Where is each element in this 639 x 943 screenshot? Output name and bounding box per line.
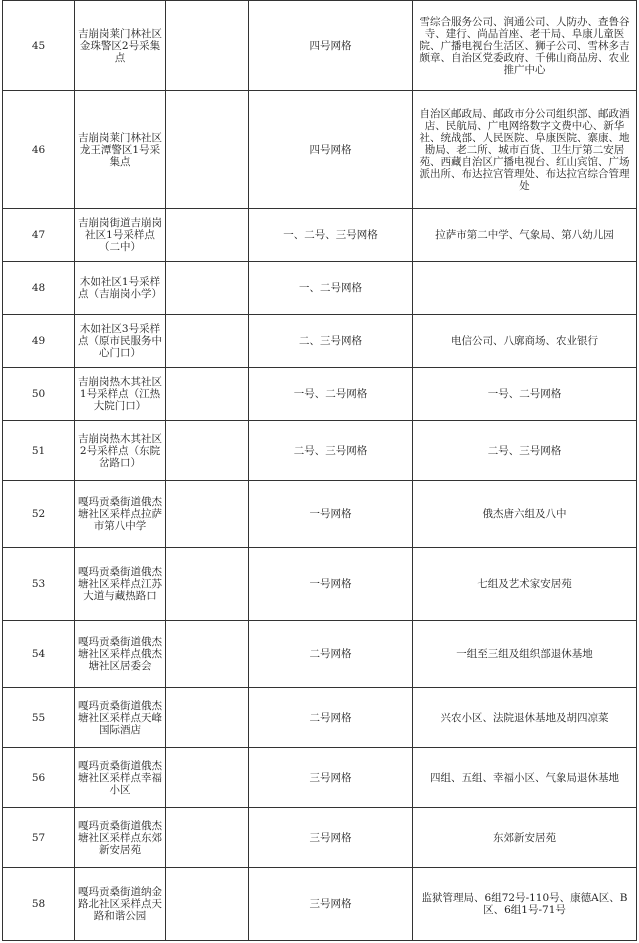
row-number: 54 bbox=[3, 621, 75, 688]
table-row bbox=[3, 548, 637, 621]
blank-cell bbox=[166, 1, 249, 91]
row-number: 50 bbox=[3, 368, 75, 421]
row-number: 52 bbox=[3, 481, 75, 548]
coverage-area: 一号、二号网格 bbox=[413, 368, 637, 421]
grid-name: 二号网格 bbox=[249, 621, 413, 688]
row-number: 49 bbox=[3, 315, 75, 368]
row-number: 56 bbox=[3, 748, 75, 808]
coverage-area: 电信公司、八廓商场、农业银行 bbox=[413, 315, 637, 368]
coverage-area: 自治区邮政局、邮政市分公司组织部、邮政酒店、民航局、广电网络数字文费中心、新华社、统战部、人民医院、阜康医院、寨康、地勘局、老二所、城市百货、卫生厅第二安居苑、西藏自治区广播电视台、红山宾馆、广场派出所、布达拉宫管理处、布达拉宫综合管理处 bbox=[413, 91, 637, 209]
grid-name: 二、三号网格 bbox=[249, 315, 413, 368]
table-row bbox=[3, 315, 637, 368]
blank-cell bbox=[166, 621, 249, 688]
row-number: 45 bbox=[3, 1, 75, 91]
grid-name: 四号网格 bbox=[249, 91, 413, 209]
coverage-area: 七组及艺术家安居苑 bbox=[413, 548, 637, 621]
table-row bbox=[3, 368, 637, 421]
coverage-area: 雪综合服务公司、润通公司、人防办、查鲁谷寺、建行、尚品首座、老干局、阜康儿童医院、广播电视台生活区、狮子公司、雪林多吉颇章、自治区党委政府、千佛山商品房、农业推广中心 bbox=[413, 1, 637, 91]
blank-cell bbox=[166, 91, 249, 209]
blank-cell bbox=[166, 315, 249, 368]
grid-name: 一号网格 bbox=[249, 481, 413, 548]
sampling-site: 嘎玛贡桑街道俄杰塘社区采样点天峰国际酒店 bbox=[75, 688, 166, 748]
table-row bbox=[3, 621, 637, 688]
grid-name: 二号网格 bbox=[249, 688, 413, 748]
grid-name: 一号、二号网格 bbox=[249, 368, 413, 421]
table-row bbox=[3, 91, 637, 209]
row-number: 51 bbox=[3, 421, 75, 481]
blank-cell bbox=[166, 262, 249, 315]
sampling-site: 吉崩岗莱门林社区龙王潭警区1号采集点 bbox=[75, 91, 166, 209]
row-number: 47 bbox=[3, 209, 75, 262]
row-number: 48 bbox=[3, 262, 75, 315]
grid-name: 二号、三号网格 bbox=[249, 421, 413, 481]
sampling-site: 吉崩岗街道吉崩岗社区1号采样点（二中） bbox=[75, 209, 166, 262]
blank-cell bbox=[166, 808, 249, 868]
blank-cell bbox=[166, 421, 249, 481]
table-row bbox=[3, 209, 637, 262]
coverage-area: 兴农小区、法院退休基地及胡四凉菜 bbox=[413, 688, 637, 748]
coverage-area: 二号、三号网格 bbox=[413, 421, 637, 481]
sampling-site: 吉崩岗莱门林社区金珠警区2号采集点 bbox=[75, 1, 166, 91]
sampling-site: 嘎玛贡桑街道纳金路北社区采样点天路和谐公园 bbox=[75, 868, 166, 941]
sampling-site: 嘎玛贡桑街道俄杰塘社区采样点东郊新安居苑 bbox=[75, 808, 166, 868]
row-number: 58 bbox=[3, 868, 75, 941]
sampling-site: 吉崩岗热木其社区2号采样点（东院岔路口） bbox=[75, 421, 166, 481]
row-number: 57 bbox=[3, 808, 75, 868]
sampling-site: 木如社区1号采样点（吉崩岗小学） bbox=[75, 262, 166, 315]
table-row bbox=[3, 262, 637, 315]
coverage-area bbox=[413, 262, 637, 315]
grid-name: 一、二号网格 bbox=[249, 262, 413, 315]
coverage-area: 拉萨市第二中学、气象局、第八幼儿园 bbox=[413, 209, 637, 262]
table-row bbox=[3, 748, 637, 808]
coverage-area: 东郊新安居苑 bbox=[413, 808, 637, 868]
sampling-site: 吉崩岗热木其社区1号采样点（江热大院门口） bbox=[75, 368, 166, 421]
sampling-site: 嘎玛贡桑街道俄杰塘社区采样点俄杰塘社区居委会 bbox=[75, 621, 166, 688]
coverage-area: 一组至三组及组织部退休基地 bbox=[413, 621, 637, 688]
blank-cell bbox=[166, 368, 249, 421]
grid-name: 三号网格 bbox=[249, 808, 413, 868]
row-number: 53 bbox=[3, 548, 75, 621]
sampling-points-table bbox=[2, 0, 637, 941]
sampling-site: 木如社区3号采样点（原市民服务中心门口） bbox=[75, 315, 166, 368]
sampling-site: 嘎玛贡桑街道俄杰塘社区采样点江苏大道与藏热路口 bbox=[75, 548, 166, 621]
coverage-area: 监狱管理局、6组72号-110号、康德A区、B区、6组1号-71号 bbox=[413, 868, 637, 941]
blank-cell bbox=[166, 481, 249, 548]
sampling-site: 嘎玛贡桑街道俄杰塘社区采样点拉萨市第八中学 bbox=[75, 481, 166, 548]
table-row bbox=[3, 868, 637, 941]
table-row bbox=[3, 481, 637, 548]
row-number: 46 bbox=[3, 91, 75, 209]
grid-name: 一、二号、三号网格 bbox=[249, 209, 413, 262]
row-number: 55 bbox=[3, 688, 75, 748]
table-row bbox=[3, 421, 637, 481]
coverage-area: 俄杰唐六组及八中 bbox=[413, 481, 637, 548]
table-row bbox=[3, 808, 637, 868]
blank-cell bbox=[166, 548, 249, 621]
blank-cell bbox=[166, 209, 249, 262]
grid-name: 四号网格 bbox=[249, 1, 413, 91]
grid-name: 三号网格 bbox=[249, 748, 413, 808]
blank-cell bbox=[166, 688, 249, 748]
sampling-site: 嘎玛贡桑街道俄杰塘社区采样点幸福小区 bbox=[75, 748, 166, 808]
table-row bbox=[3, 688, 637, 748]
coverage-area: 四组、五组、幸福小区、气象局退休基地 bbox=[413, 748, 637, 808]
blank-cell bbox=[166, 868, 249, 941]
table-row bbox=[3, 1, 637, 91]
blank-cell bbox=[166, 748, 249, 808]
grid-name: 三号网格 bbox=[249, 868, 413, 941]
grid-name: 一号网格 bbox=[249, 548, 413, 621]
